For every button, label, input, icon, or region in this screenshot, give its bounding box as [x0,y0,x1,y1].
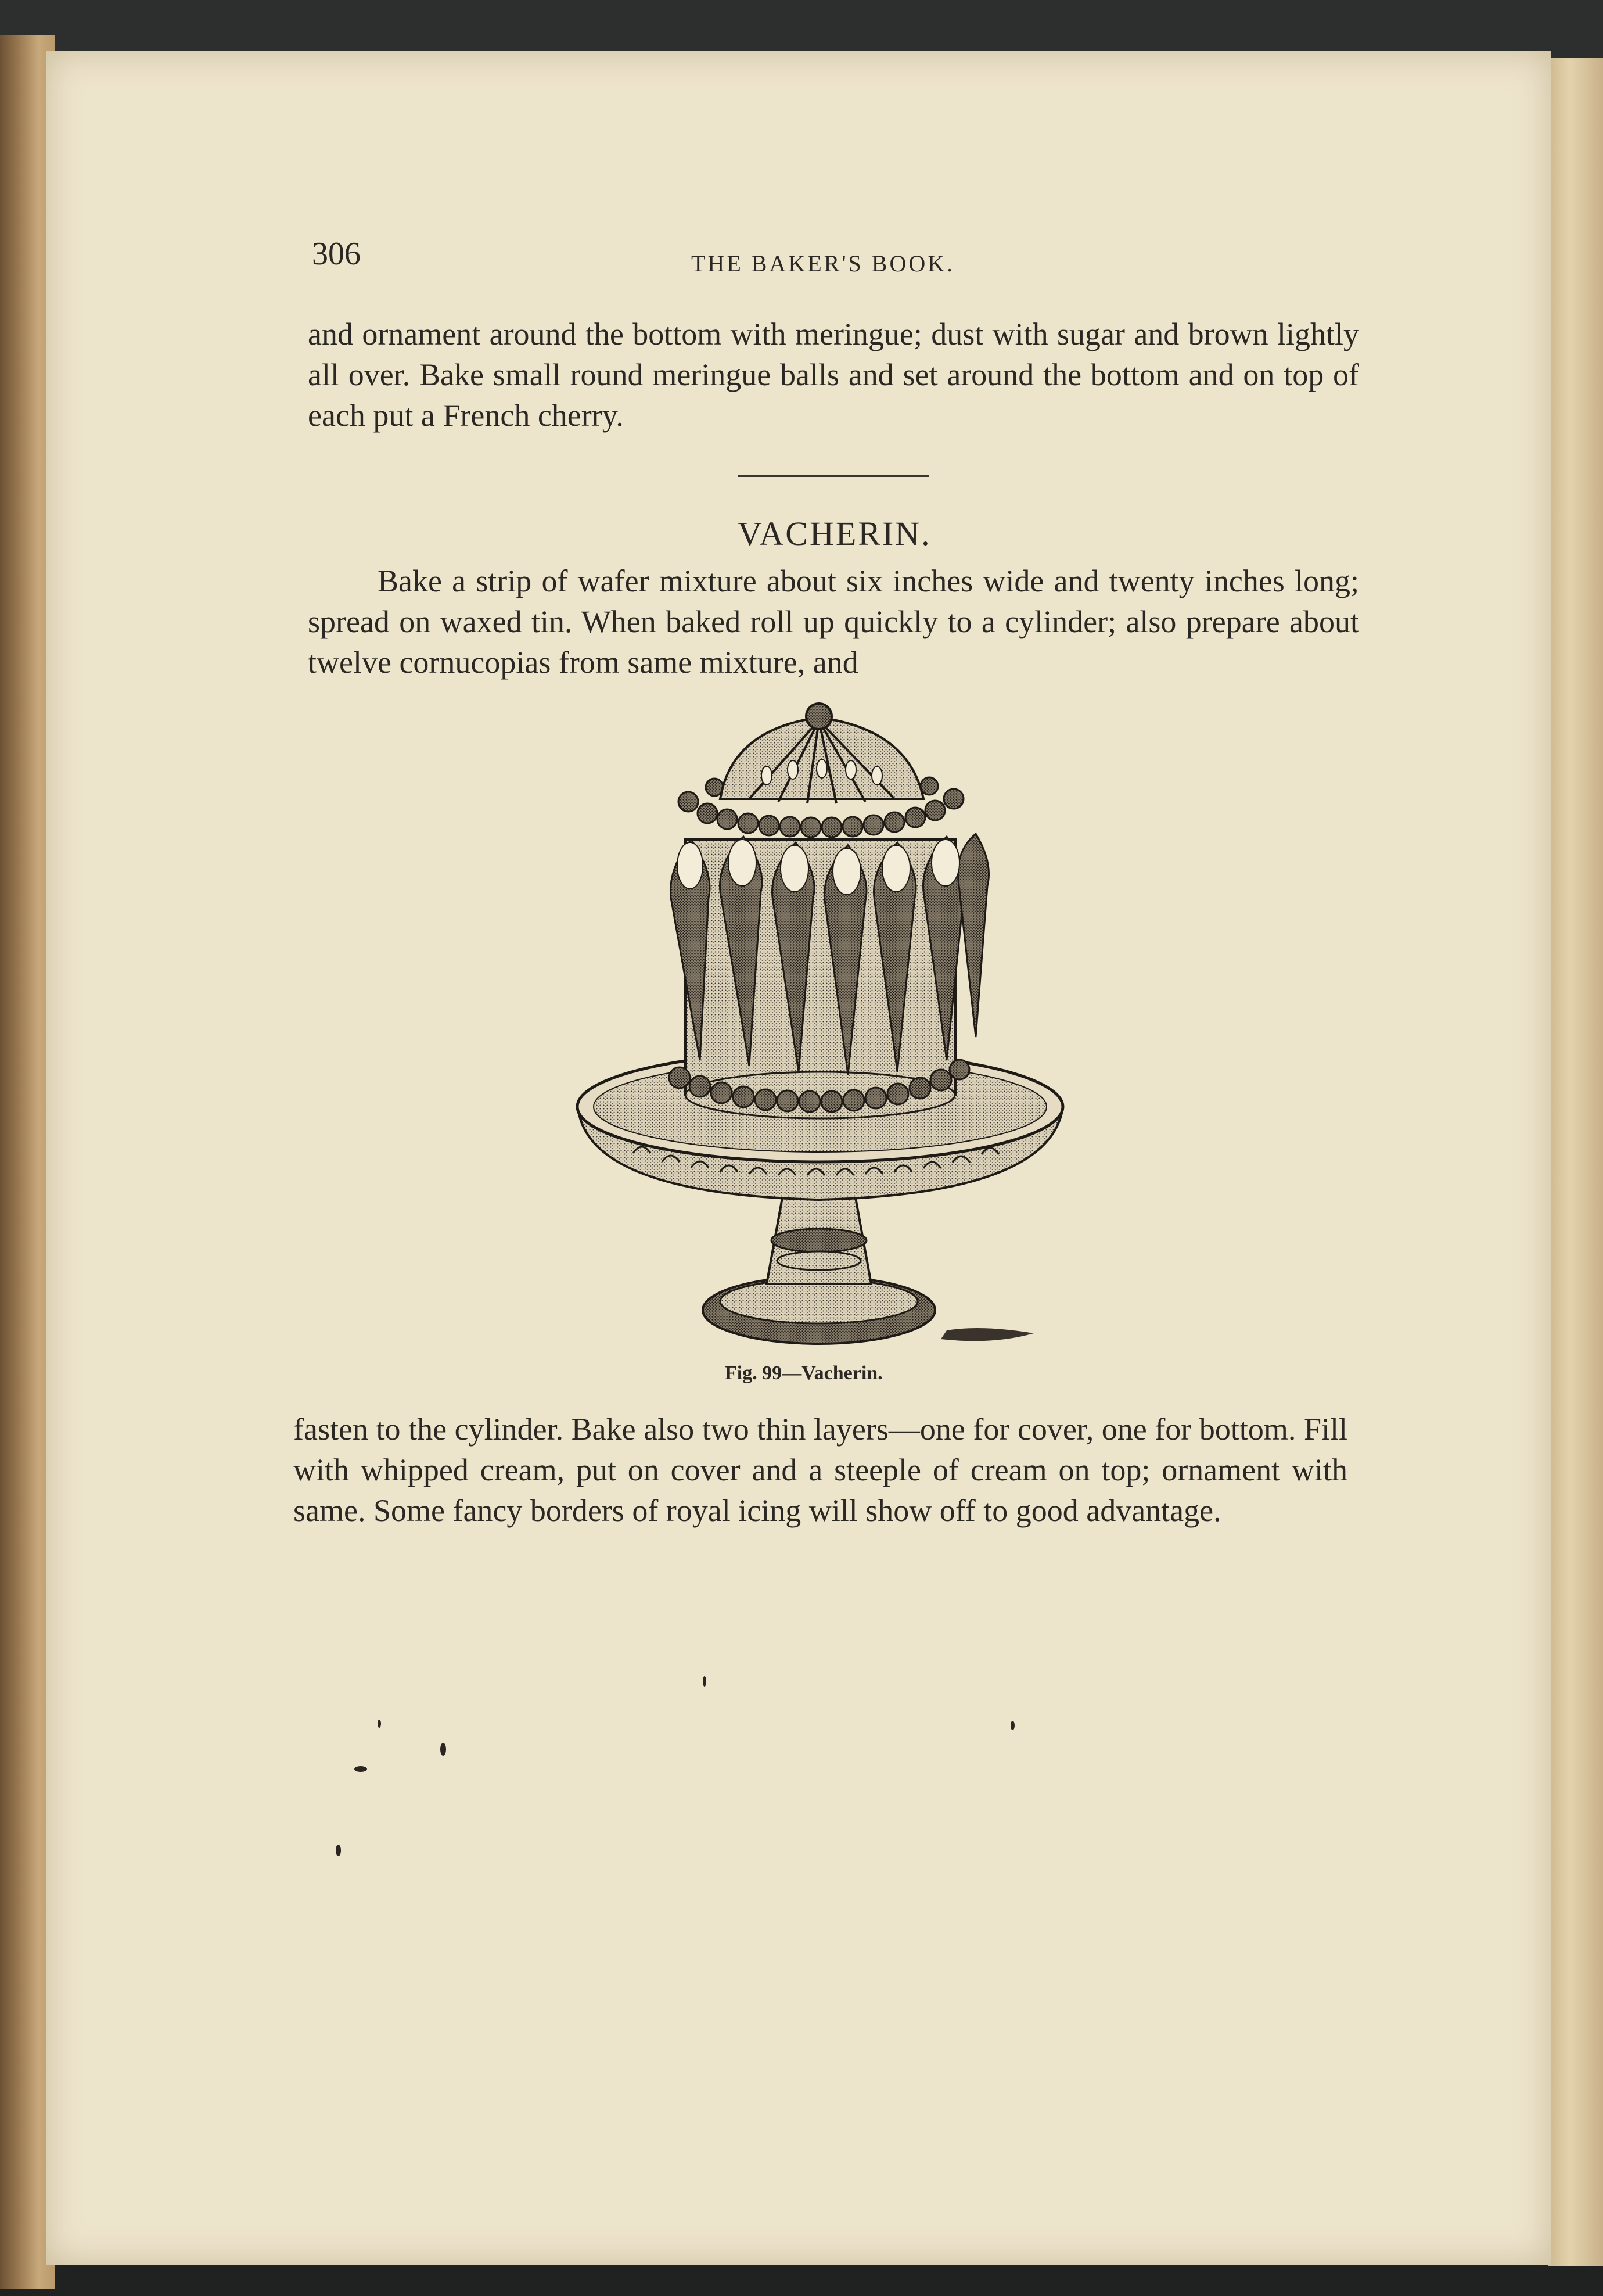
paragraph-continued: and ornament around the bottom with meringue; dust with sugar and brown lightly all over. Bake small round meringue balls and set around the bottom and on top of each put a French cherry. [308,317,1359,433]
print-speck [703,1676,706,1687]
figure-caption: Fig. 99—Vacherin. [725,1362,883,1384]
vacherin-illustration [575,700,1074,1359]
paragraph-recipe-intro: Bake a strip of wafer mixture about six inches wide and twenty inches long; spread on waxed tin. When baked roll up quickly to a cylinder; also prepare about twelve cornucopias from same mixture, and [308,564,1359,680]
print-speck [1011,1721,1015,1730]
book-fore-edge [1548,58,1603,2266]
print-speck [378,1720,381,1728]
print-speck [336,1845,341,1856]
paragraph-recipe-end: fasten to the cylinder. Bake also two thin layers—one for cover, one for bottom. Fill with whipped cream, put on cover and a steeple of cream on top; ornament with same. Some fancy borders of royal icing will show off to good advantage. [293,1412,1347,1528]
print-speck [440,1743,446,1756]
section-title: VACHERIN. [738,515,932,553]
page-number: 306 [312,236,361,272]
cream-steeple-top [806,704,832,729]
print-speck [354,1766,367,1772]
section-divider [738,475,929,477]
running-head: THE BAKER'S BOOK. [691,250,955,277]
